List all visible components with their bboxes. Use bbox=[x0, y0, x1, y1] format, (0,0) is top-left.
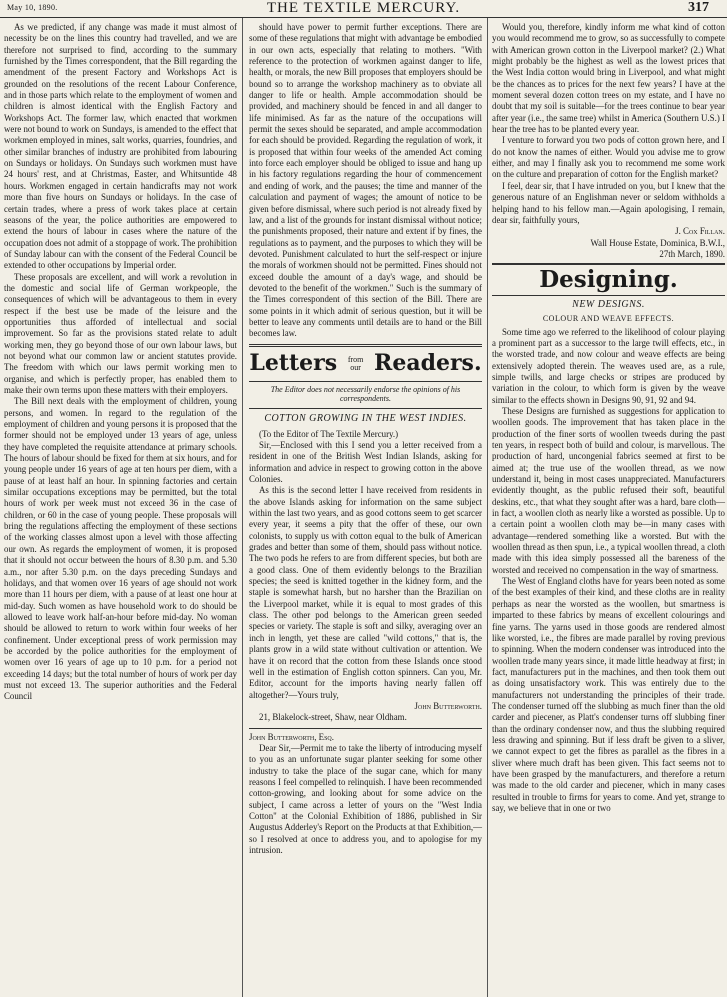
letters-from-our bbox=[348, 356, 364, 372]
paragraph: As we predicted, if any change was made it must almost of necessity be on the lines this country had travelled, and we are therefore not surprised to find, according to the summary furnished by the Times correspondent, that the Bill regarding the amendment of the present Factory and Workshops Act is grounded on the resolutions of the recent Labour Conference, and in those parts which relate to the employment of women and children is almost identical with the English Factory and Workshops Act. The former law, which enacted that workmen were not bound to work on Sundays, is amended to the effect that workmen employed in mines, salt works, quarries, foundries, and other similar branches of industry are prohibited from labouring on Sundays or holidays. On Sundays such workmen must have 24 hours' rest, and at Christmas, Easter, and Whitsuntide 48 hours. Workmen engaged in certain handicrafts may not work more than five hours on Sundays or holidays. In the case of certain trades, where a press of work takes place at certain seasons of the year, the police authorities are empowered to extend the hours of labour in cases where the nature of the occupation does not admit of a stoppage of work. The prohibition of Sunday labour can with the consent of the Federal Council be extended to other occupations by Imperial order. bbox=[4, 22, 237, 271]
journal-title: THE TEXTILE MERCURY. bbox=[266, 0, 461, 16]
page-number: 317 bbox=[688, 0, 709, 15]
letter-address: Wall House Estate, Dominica, B.W.I., bbox=[590, 237, 725, 248]
letter-title: COTTON GROWING IN THE WEST INDIES. bbox=[264, 412, 467, 424]
issue-date: May 10, 1890. bbox=[7, 3, 58, 12]
paragraph: Some time ago we referred to the likelihood of colour playing a prominent part as a successor to the large twill effects, etc., in the worsted trade, and now colour and weave effects are being extensively adopted therein. The weaves used are, as a rule, simple twills, and large checks or stripes are produced by variation in the colour, to which form is given by the weave similar to the effects shown in Designs 90, 91, 92 and 94. bbox=[492, 326, 725, 405]
paragraph: I feel, dear sir, that I have intruded on you, but I knew that the generous nature of an Englishman never or seldom withholds a helping hand to his fellow man.—Again apologising, I remain, dear sir, faithfully yours, bbox=[492, 180, 725, 225]
paragraph: As this is the second letter I have received from residents in the above Islands asking for information on the same subject within the last two years, and as good cottons seem to get scarcer every year, it seems a pity that the offer of these, our own colonists, to supply us with cotton equal to the bulk of American grades and better than some of them, should pass without notice. The two pods he refers to are from different species, but both are a good class. One of them evidently belongs to the Brazilian species; the seed is knitted together in the kidney form, and the staple is somewhat harsh, but no harsher than the Brazilian on the Liverpool market, while it is equal to most grades of this class. The other pod belongs to the American green seeded species or variety. The staple is soft and silky, averaging over an inch in length, yet these are called "wild cottons," that is, the plants grow in a wild state without cultivation or attention. We have it on record that the cotton from these Islands once stood well in the estimation of English cotton spinners. Can you, Mr. Editor, account for the imports having nearly fallen off altogether?—Yours truly, bbox=[249, 485, 482, 700]
letters-word: Letters bbox=[249, 349, 338, 376]
paragraph: The Bill next deals with the employment of children, young persons, and women. In regard to the regulation of the employment of children and young persons it is proposed that the former should not be employed under 13 years of age, unless they have completed the requisite attendance at primary schools. The hours of labour should be fixed for them at six hours, and for young people under 16 years of age at ten hours per diem, with a pause of at least half an hour. In spinning factories and certain similar occupations exceptions may be permitted, but the total hours of work per week must not exceed 36 in the case of children, or 60 in the case of young people. These proposals will bring the regulations affecting the employment of these sections of the working classes almost upon a level with those affecting our own. As regards the employment of women, it is proposed that it should not occur between the hours of 8.30 p.m. and 5.30 a.m., nor after 5.30 p.m. on the days preceding Sundays and holidays, and that women over 16 years of age should not work more than 11 hours per diem, with a pause of at least one hour at mid-day. Such women as have household work to do should be allowed to leave work half-an-hour before mid-day. No woman should be allowed to return to work within four weeks of her confinement. Under exceptional press of work permission may be accorded by the police authorities for the employment of women over 16 years of age up to 10 p.m. for a period not exceeding 14 days; but the total number of hours of work per day must not exceed 13. The superior authorities and the Federal Council bbox=[4, 396, 237, 702]
paragraph: The West of England cloths have for years been noted as some of the best examples of their kind, and these cloths are in reality perhaps as near the worsted as the woollen, but smartness is imparted to these fabrics by means of excellent colourings and fine yarns. The yarns used in those goods are rendered almost like worsted, i.e., the fibres are made parallel by roving previous to spinning. When the modern condenser was introduced into the woollen trade many years since, it made little headway at first; in fact, manufacturers put in the machines, and then took them out as doing unsatisfactory work. This was entirely due to the manufacturers not understanding the principles of their trade. The condenser turned off the slubbing as much finer than the old carder and piecener, as Platt's condenser turns off slubbing finer than the ordinary condenser now, and thus the slubbing required less drawing and spinning. But if less draft be given to a sliver, we cannot expect to get the fibres as parallel as the fibres in a sliver where much draft has been given. This fact seems not to have been grasped by the manufacturers, and therefore a return was made to the old carder and piecener, which in many cases resulted in trouble to firms for years to come. And yet, strange to say, we believe that in one or two bbox=[492, 576, 725, 813]
paragraph: Sir,—Enclosed with this I send you a letter received from a resident in one of the British West Indian Islands, asking for information and advice in respect to growing cotton in the above Colonies. bbox=[249, 439, 482, 484]
letter-sender-address: 21, Blakelock-street, Shaw, near Oldham. bbox=[259, 712, 407, 723]
paragraph: should have power to permit further exceptions. There are some of these regulations that might with advantage be embodied in our own acts, especially that relating to mothers. "With reference to the protection of workmen against danger to life, health, or morals, the new Bill proposes that employers should be bound so to arrange the workshop machinery as to obviate all danger to life or health. Ample accommodation should be provided, and machinery should be fenced in and all danger to life minimised. As far as the nature of the occupations will permit the sexes should be separated, and ample accommodation for each should be provided. Regarding the regulation of work, it is proposed that within four weeks of the amended Act coming into force each employer should be obliged to issue and hang up in his factory regulations regarding the hour of commencement and ending of work, and the pauses; the time and manner of the calculation and payment of wages; the amount of notice to be given before dismissal, where such period is not already fixed by law, and a list of the grounds for instant dismissal without notice; the punishments proposed, their nature and extent if by fines, the regulations as to payment, and the purposes to which they will be devoted. Punishment calculated to hurt the self-respect or injure the morals of workmen should not be permitted. Fines should not exceed double the amount of a day's wage, and should be devoted to the benefit of the workmen." Such is the summary of the Times correspondent of this section of the Bill. There are some points in it which admit of serious question, but it will be better to leave any comments until details are to hand or the Bill becomes law. bbox=[249, 22, 482, 339]
editor-note: The Editor does not necessarily endorse the opinions of his correspondents. bbox=[270, 384, 461, 404]
column-divider bbox=[242, 18, 243, 997]
section-rule bbox=[249, 381, 482, 382]
letters-banner bbox=[249, 349, 482, 377]
letter-salutation: John Butterworth, Esq. bbox=[249, 731, 334, 742]
page-header bbox=[0, 0, 727, 18]
our-word: our bbox=[350, 362, 361, 372]
column-divider bbox=[487, 18, 488, 997]
paragraph: I venture to forward you two pods of cotton grown here, and I do not know the names of either. Would you advise me to grow either, and may I finally ask you to recommend me some work on the culture and preparation of cotton for the English market? bbox=[492, 135, 725, 180]
section-rule bbox=[249, 728, 482, 729]
section-rule bbox=[249, 408, 482, 409]
from-word: from bbox=[347, 354, 364, 364]
new-designs-heading: NEW DESIGNS. bbox=[572, 299, 645, 311]
letter-signature: J. Cox Fillan. bbox=[675, 226, 725, 237]
column-1 bbox=[4, 22, 237, 703]
column-3 bbox=[492, 22, 725, 814]
readers-word: Readers. bbox=[374, 349, 482, 376]
letter-date: 27th March, 1890. bbox=[659, 248, 725, 259]
column-2 bbox=[249, 22, 482, 856]
colour-weave-heading: COLOUR AND WEAVE EFFECTS. bbox=[542, 314, 675, 324]
paragraph: Would you, therefore, kindly inform me what kind of cotton you would recommend me to grow, so as successfully to compete with American grown cotton in the Liverpool market? (2.) What might probably be the highest as well as the lowest prices that the West India cotton would bring in Liverpool, and what might be the chances as to prices for the next few years? I have at the moment several dozen cotton trees on my estate, and I have no doubt that my soil is suitable—for the trees continue to bear year after year (i.e., the same tree) whilst in America (Southern U.S.) I hear the tree has to be planted every year. bbox=[492, 22, 725, 135]
letter-address-line: (To the Editor of The Textile Mercury.) bbox=[259, 428, 399, 439]
paragraph: These proposals are excellent, and will work a revolution in the domestic and social life of German workpeople, the consequences of which will be advantageous to them in every respect if the best use be made of the leisure and the opportunities thus afforded of intellectual and social improvement. So far as the provisions stated relate to adult working men, they go beyond those of our own labour laws, but not beyond what our common law or ancient statutes provide. The freedom with which our laws permit working men to organise, and which is perfectly proper, has enabled them to make their own terms upon these matters with their employers. bbox=[4, 271, 237, 395]
section-rule bbox=[249, 344, 482, 347]
paragraph: These Designs are furnished as suggestions for application to woollen goods. The improvement that has taken place in the production of the finer sorts of woollen tweeds during the past ten years, in respect both of build and colour, is marvellous. The production of hard, uncongenial fabrics seemed at first to be aimed at; the true use of the woollen thread, as we now understand it, being in most cases unappreciated. Manufacturers evidently thought, as the public refused their soft, beautiful deskins, etc., that what they sought after was a hard, bare cloth—in fact, a woollen cloth as nearly like a worsted as possible. Up to a certain point a woollen cloth may be—in many cases with advantage—rendered something like a worsted. But with the woollen thread as then spun, i.e., a typical woollen thread, a cloth made with this idea simply possessed all the bareness of the worsted and received no compensation in the way of smartness. bbox=[492, 405, 725, 575]
paragraph: Dear Sir,—Permit me to take the liberty of introducing myself to you as an unfortunate sugar planter seeking for some other industry to take the place of the sugar cane, which for many reasons I feel compelled to relinquish. I have been recommended cotton-growing, and looking about for some advice on the subject, I came across a letter of yours on the "West India Cotton" at the Colonial Exhibition of 1886, published in Sir Augustus Adderley's Report on the Products at that Exhibition,—so I resolved at once to address you, and to apologise for my intrusion. bbox=[249, 742, 482, 855]
designing-banner: Designing. bbox=[492, 263, 725, 296]
letter-signature: John Butterworth. bbox=[414, 700, 482, 711]
